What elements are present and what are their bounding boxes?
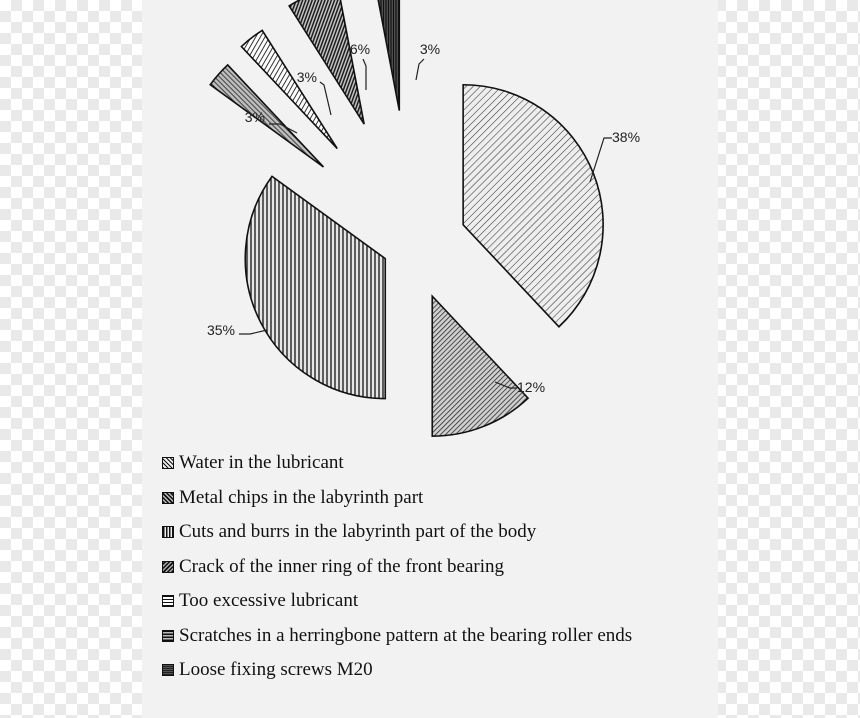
slice-label-7: 3%: [419, 41, 441, 57]
legend-label: Too excessive lubricant: [179, 590, 359, 612]
legend-label: Crack of the inner ring of the front bearing: [179, 555, 504, 577]
leader-line-5: [320, 82, 331, 115]
slice-label-3: 35%: [206, 322, 235, 338]
leader-line-7: [416, 59, 424, 80]
legend-item: [162, 515, 632, 550]
legend-item: [162, 446, 632, 481]
pie-slice-7: [373, 0, 399, 111]
legend-label: Scratches in a herringbone pattern at the bearing roller ends: [179, 624, 633, 646]
legend-swatch: [162, 526, 174, 538]
legend-label: Water in the lubricant: [179, 452, 344, 474]
slice-label-2: 12%: [517, 379, 546, 395]
legend-swatch: [162, 492, 174, 504]
chart-panel: [142, 0, 718, 718]
legend-swatch: [162, 561, 174, 573]
legend-item: [162, 619, 632, 654]
chart-legend: [162, 446, 632, 688]
pie-slice-3: [245, 176, 385, 398]
leader-line-6: [363, 59, 366, 90]
pie-slice-1: [463, 85, 603, 327]
slice-label-5: 3%: [296, 69, 317, 85]
slice-label-6: 6%: [349, 41, 371, 57]
legend-swatch: [162, 664, 174, 676]
slice-label-1: 38%: [612, 129, 641, 145]
legend-label: Cuts and burrs in the labyrinth part of the body: [179, 521, 537, 543]
legend-item: [162, 584, 632, 619]
pie-chart: [142, 0, 718, 440]
legend-item: [162, 653, 632, 688]
legend-label: Metal chips in the labyrinth part: [179, 486, 424, 508]
legend-swatch: [162, 595, 174, 607]
legend-label: Loose fixing screws M20: [179, 659, 373, 681]
legend-swatch: [162, 630, 174, 642]
pie-slice-2: [432, 296, 528, 436]
leader-line-3: [239, 330, 267, 334]
legend-swatch: [162, 457, 174, 469]
legend-item: [162, 550, 632, 585]
legend-item: [162, 481, 632, 516]
slice-label-4: 3%: [244, 109, 265, 125]
